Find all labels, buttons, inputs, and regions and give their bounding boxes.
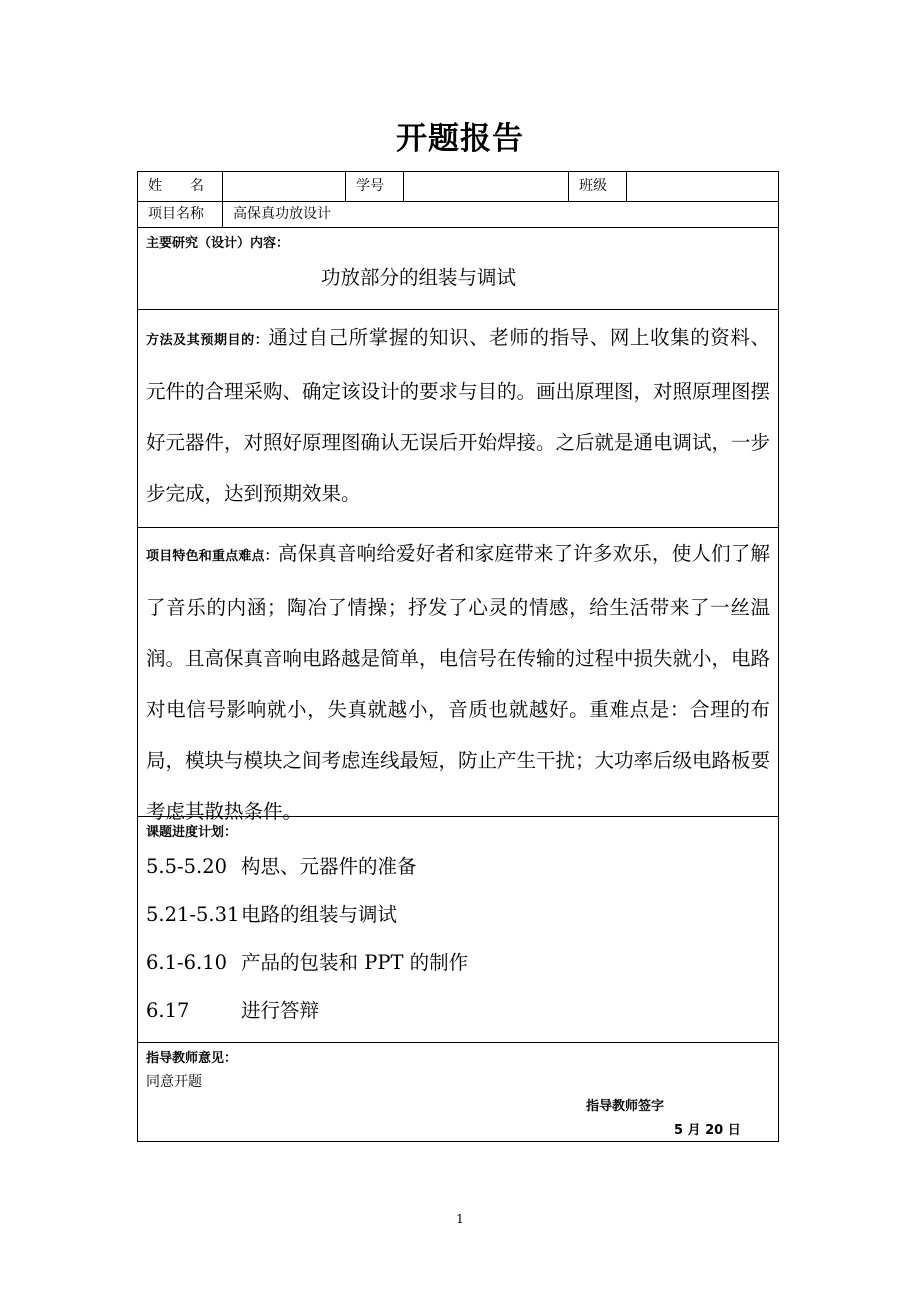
advisor-section <box>138 1043 778 1141</box>
research-section <box>138 228 778 310</box>
schedule-list <box>138 843 778 1035</box>
schedule-item: 6.1-6.10 产品的包装和 PPT 的制作 <box>146 951 469 974</box>
page-number: 1 <box>456 1212 464 1226</box>
advisor-date: 5 月 20 日 <box>674 1123 741 1138</box>
proposal-table <box>137 171 779 1142</box>
schedule-section <box>138 817 778 1043</box>
schedule-label: 课题进度计划： <box>146 825 238 840</box>
features-content: 高保真音响给爱好者和家庭带来了许多欢乐，使人们了解了音乐的内涵；陶冶了情操；抒发了心灵的情感，给生活带来了一丝温润。且高保真音响电路越是简单，电信号在传输的过程中损失就小，电路对电信号影响就小，失真就越小，音质也就越好。重难点是：合理的布局，模块与模块之间考虑连线最短，防止产生干扰；大功率后级电路板要考虑其散热条件。 <box>146 542 771 823</box>
research-label: 主要研究（设计）内容： <box>146 236 290 251</box>
advisor-label: 指导教师意见： <box>146 1051 238 1066</box>
info-row <box>138 172 778 202</box>
student-id-value <box>404 172 569 201</box>
name-label: 姓 名 <box>138 172 223 201</box>
schedule-item: 6.17 进行答辩 <box>146 999 320 1022</box>
project-value: 高保真功放设计 <box>233 206 331 222</box>
schedule-item: 5.5-5.20 构思、元器件的准备 <box>146 855 417 878</box>
class-value <box>627 172 779 201</box>
advisor-signature-label: 指导教师签字 <box>586 1099 665 1114</box>
features-paragraph <box>138 528 778 837</box>
student-id-label: 学号 <box>346 172 404 201</box>
project-row <box>138 202 778 228</box>
project-label: 项目名称 <box>138 202 223 227</box>
method-label: 方法及其预期目的： <box>146 333 269 348</box>
features-label: 项目特色和重点难点： <box>146 549 278 564</box>
research-content: 功放部分的组装与调试 <box>321 266 517 289</box>
name-value <box>223 172 346 201</box>
advisor-opinion: 同意开题 <box>146 1074 202 1090</box>
class-label: 班级 <box>569 172 627 201</box>
method-section <box>138 310 778 528</box>
document-title: 开题报告 <box>396 121 524 157</box>
method-content: 通过自己所掌握的知识、老师的指导、网上收集的资料、元件的合理采购、确定该设计的要求与目的。画出原理图，对照原理图摆好元器件，对照好原理图确认无误后开始焊接。之后就是通电调试，一步步完成，达到预期效果。 <box>146 326 771 505</box>
schedule-item: 5.21-5.31电路的组装与调试 <box>146 903 398 926</box>
features-section <box>138 528 778 823</box>
method-paragraph <box>138 312 778 519</box>
